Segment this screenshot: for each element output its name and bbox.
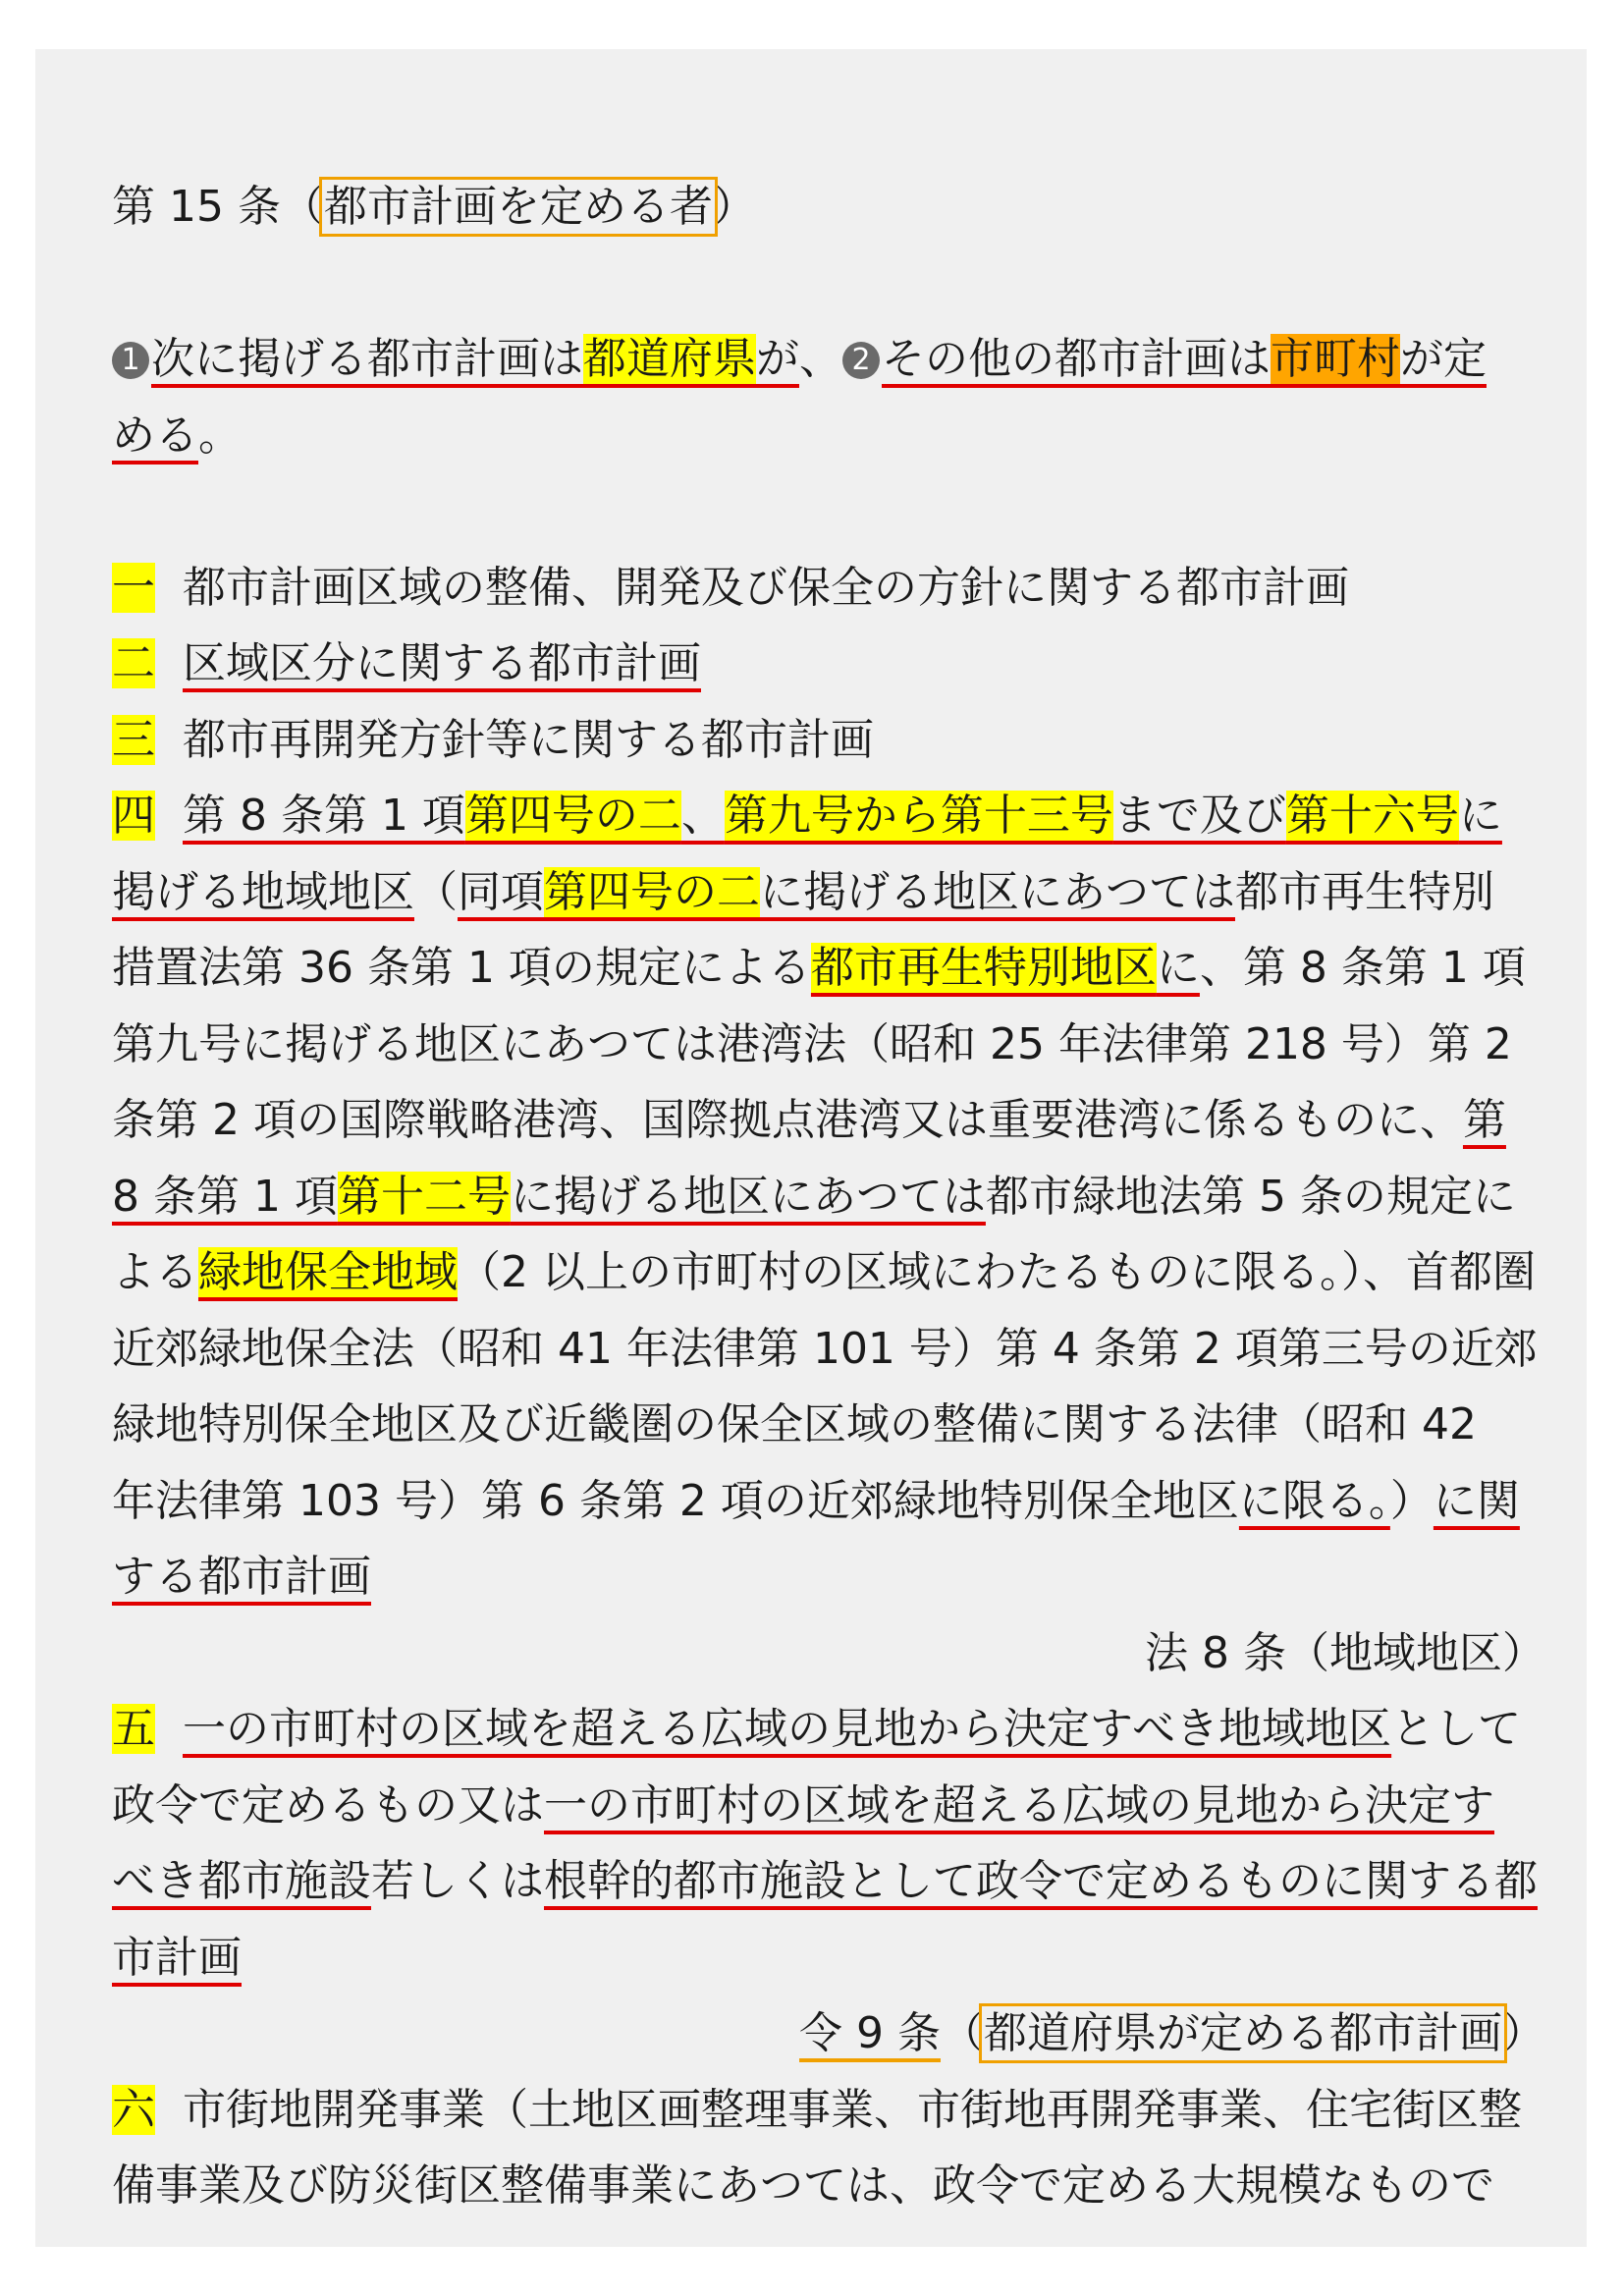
reference-law-8: 法 8 条（地域地区） — [1145, 1627, 1545, 1678]
article-heading: 都市計画を定める者 — [323, 182, 713, 232]
municipality-highlight: 市町村 — [1271, 334, 1400, 384]
item-5-line-2: 政令で定めるもの又は一の市町村の区域を超える広域の見地から決定す — [112, 1779, 1494, 1831]
item-5-line-4: 市計画 — [112, 1932, 242, 1983]
item-4-line-5: 条第 2 項の国際戦略港湾、国際拠点港湾又は重要港湾に係るものに、第 — [112, 1095, 1506, 1145]
article-number: 第 15 条 — [112, 182, 281, 232]
item-4-line-4: 第九号に掲げる地区にあつては港湾法（昭和 25 年法律第 218 号）第 2 — [112, 1018, 1512, 1069]
item-number: 三 — [112, 714, 155, 765]
article-title: 第 15 条（都市計画を定める者） — [112, 182, 756, 232]
item-3: 三 都市再開発方針等に関する都市計画 — [112, 714, 874, 765]
item-2: 二 区域区分に関する都市計画 — [112, 638, 701, 688]
item-number: 一 — [112, 562, 155, 613]
item-4-line-11: する都市計画 — [112, 1552, 371, 1602]
intro-line-2: める。 — [112, 410, 242, 461]
item-4-line-3: 措置法第 36 条第 1 項の規定による都市再生特別地区に、第 8 条第 1 項 — [112, 943, 1526, 993]
item-4-line-2: 掲げる地域地区（同項第四号の二に掲げる地区にあつては都市再生特別 — [112, 866, 1494, 917]
item-number: 四 — [112, 791, 155, 841]
item-4-line-9: 緑地特別保全地区及び近畿圏の保全区域の整備に関する法律（昭和 42 — [112, 1399, 1477, 1449]
reference-order-9: 令 9 条（都道府県が定める都市計画） — [799, 2008, 1545, 2058]
number-badge-2: 2 — [842, 342, 880, 379]
item-number: 五 — [112, 1704, 155, 1754]
item-6-line-1: 六 市街地開発事業（土地区画整理事業、市街地再開発事業、住宅街区整 — [112, 2084, 1522, 2135]
item-5-line-3: べき都市施設若しくは根幹的都市施設として政令で定めるものに関する都 — [112, 1856, 1538, 1906]
item-4-line-7: よる緑地保全地域（2 以上の市町村の区域にわたるものに限る。）、首都圏 — [112, 1247, 1536, 1297]
intro-line-1: 1 次に掲げる都市計画は都道府県が、 2 その他の都市計画は市町村が定 — [112, 321, 1565, 398]
item-4-line-8: 近郊緑地保全法（昭和 41 年法律第 101 号）第 4 条第 2 項第三号の近郊 — [112, 1323, 1538, 1374]
item-number: 二 — [112, 638, 155, 688]
item-number: 六 — [112, 2084, 155, 2135]
item-4-line-6: 8 条第 1 項第十二号に掲げる地区にあつては都市緑地法第 5 条の規定に — [112, 1171, 1516, 1222]
item-5-line-1: 五 一の市町村の区域を超える広域の見地から決定すべき地域地区として — [112, 1704, 1522, 1754]
item-4-line-10: 年法律第 103 号）第 6 条第 2 項の近郊緑地特別保全地区に限る。）に関 — [112, 1475, 1520, 1526]
article-text — [112, 169, 1565, 2224]
document-page — [35, 49, 1587, 2247]
item-4-line-1: 四 第 8 条第 1 項第四号の二、第九号から第十三号まで及び第十六号に — [112, 791, 1502, 841]
number-badge-1: 1 — [112, 342, 149, 379]
item-6-line-2: 備事業及び防災街区整備事業にあつては、政令で定める大規模なもので — [112, 2160, 1494, 2211]
item-1: 一 都市計画区域の整備、開発及び保全の方針に関する都市計画 — [112, 562, 1349, 613]
prefecture-highlight: 都道府県 — [583, 334, 756, 384]
